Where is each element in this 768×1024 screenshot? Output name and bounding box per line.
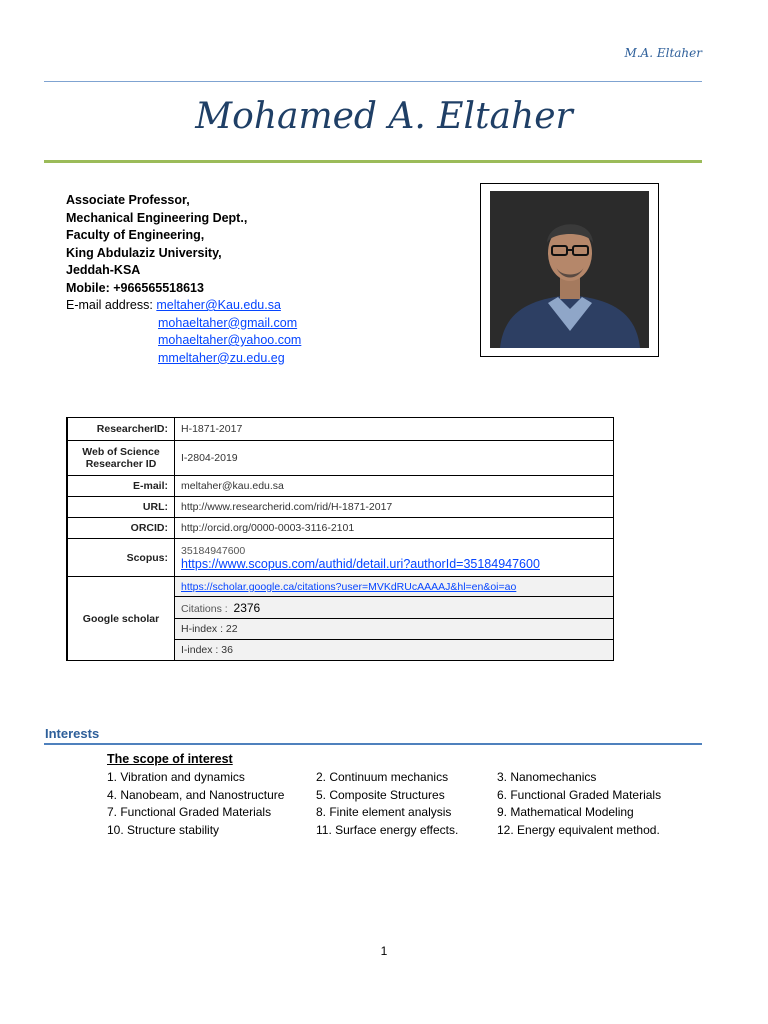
orcid-value: http://orcid.org/0000-0003-3116-2101 <box>175 518 614 539</box>
hindex-value: H-index : 22 <box>175 619 614 640</box>
table-row <box>67 476 614 497</box>
email-table-value: meltaher@kau.edu.sa <box>175 476 614 497</box>
google-scholar-link-cell <box>175 577 614 597</box>
contact-line-faculty: Faculty of Engineering, <box>66 228 205 242</box>
table-row <box>67 497 614 518</box>
iindex-value: I-index : 36 <box>175 640 614 661</box>
interest-item: 7. Functional Graded Materials <box>107 805 272 819</box>
contact-line-mobile: Mobile: +966565518613 <box>66 280 204 295</box>
interest-item: 1. Vibration and dynamics <box>107 770 245 784</box>
interest-item: 10. Structure stability <box>107 822 220 837</box>
interests-list <box>107 769 707 839</box>
citations-value: 2376 <box>233 600 261 615</box>
contact-line-dept: Mechanical Engineering Dept., <box>66 210 248 225</box>
interest-row <box>107 822 707 840</box>
interest-row <box>107 787 707 805</box>
table-row <box>67 418 614 441</box>
portrait-illustration <box>490 191 649 348</box>
wos-value: I-2804-2019 <box>175 441 614 476</box>
title-rule <box>44 160 702 163</box>
interest-item: 5. Composite Structures <box>316 787 445 802</box>
interest-row <box>107 804 707 822</box>
interest-item: 2. Continuum mechanics <box>316 770 449 784</box>
email-link-gmail[interactable]: mohaeltaher@gmail.com <box>158 315 298 330</box>
table-row <box>67 441 614 476</box>
interest-row <box>107 769 707 787</box>
scopus-id: 35184947600 <box>181 544 246 557</box>
contact-line-university: King Abdulaziz University, <box>66 245 222 260</box>
interest-item: 4. Nanobeam, and Nanostructure <box>107 787 285 802</box>
scopus-link[interactable]: https://www.scopus.com/authid/detail.uri?authorId=35184947600 <box>181 556 540 571</box>
email-line <box>66 297 301 315</box>
contact-line-city: Jeddah-KSA <box>66 263 141 277</box>
email-link-zu[interactable]: mmeltaher@zu.edu.eg <box>158 350 285 365</box>
wos-label: Web of Science Researcher ID <box>67 441 175 476</box>
header-signature: M.A. Eltaher <box>624 46 702 60</box>
scopus-label: Scopus: <box>67 539 175 577</box>
contact-block <box>66 192 301 367</box>
interest-item: 11. Surface energy effects. <box>316 822 459 837</box>
profile-photo-frame <box>480 183 659 357</box>
researcher-ids-table <box>66 417 614 661</box>
interests-rule <box>44 743 702 745</box>
researcherid-value: H-1871-2017 <box>175 418 614 441</box>
interest-item: 9. Mathematical Modeling <box>497 805 634 819</box>
researcherid-label: ResearcherID: <box>67 418 175 441</box>
orcid-label: ORCID: <box>67 518 175 539</box>
interest-item: 3. Nanomechanics <box>497 770 597 784</box>
citations-cell <box>175 597 614 619</box>
email-table-label: E-mail: <box>67 476 175 497</box>
google-scholar-link[interactable]: https://scholar.google.ca/citations?user=MVKdRUcAAAAJ&hl=en&oi=ao <box>181 580 517 593</box>
email-label: E-mail address: <box>66 298 153 312</box>
url-label: URL: <box>67 497 175 518</box>
header-rule <box>44 81 702 82</box>
table-row <box>67 518 614 539</box>
email-link-kau[interactable]: meltaher@Kau.edu.sa <box>156 298 281 312</box>
interest-item: 8. Finite element analysis <box>316 805 452 819</box>
interests-section-title: Interests <box>45 726 100 741</box>
email-link-yahoo[interactable]: mohaeltaher@yahoo.com <box>158 333 302 347</box>
interest-item: 12. Energy equivalent method. <box>497 822 660 837</box>
scopus-cell <box>175 539 614 577</box>
google-scholar-label: Google scholar <box>67 577 175 661</box>
citations-label: Citations : <box>181 602 228 615</box>
table-row <box>67 577 614 597</box>
interest-item: 6. Functional Graded Materials <box>497 787 662 802</box>
page-title: Mohamed A. Eltaher <box>195 96 573 137</box>
profile-photo <box>490 191 649 348</box>
contact-line-title: Associate Professor, <box>66 193 190 207</box>
url-value: http://www.researcherid.com/rid/H-1871-2017 <box>175 497 614 518</box>
scope-title: The scope of interest <box>107 752 233 766</box>
table-row <box>67 539 614 577</box>
page-number: 1 <box>380 944 388 958</box>
